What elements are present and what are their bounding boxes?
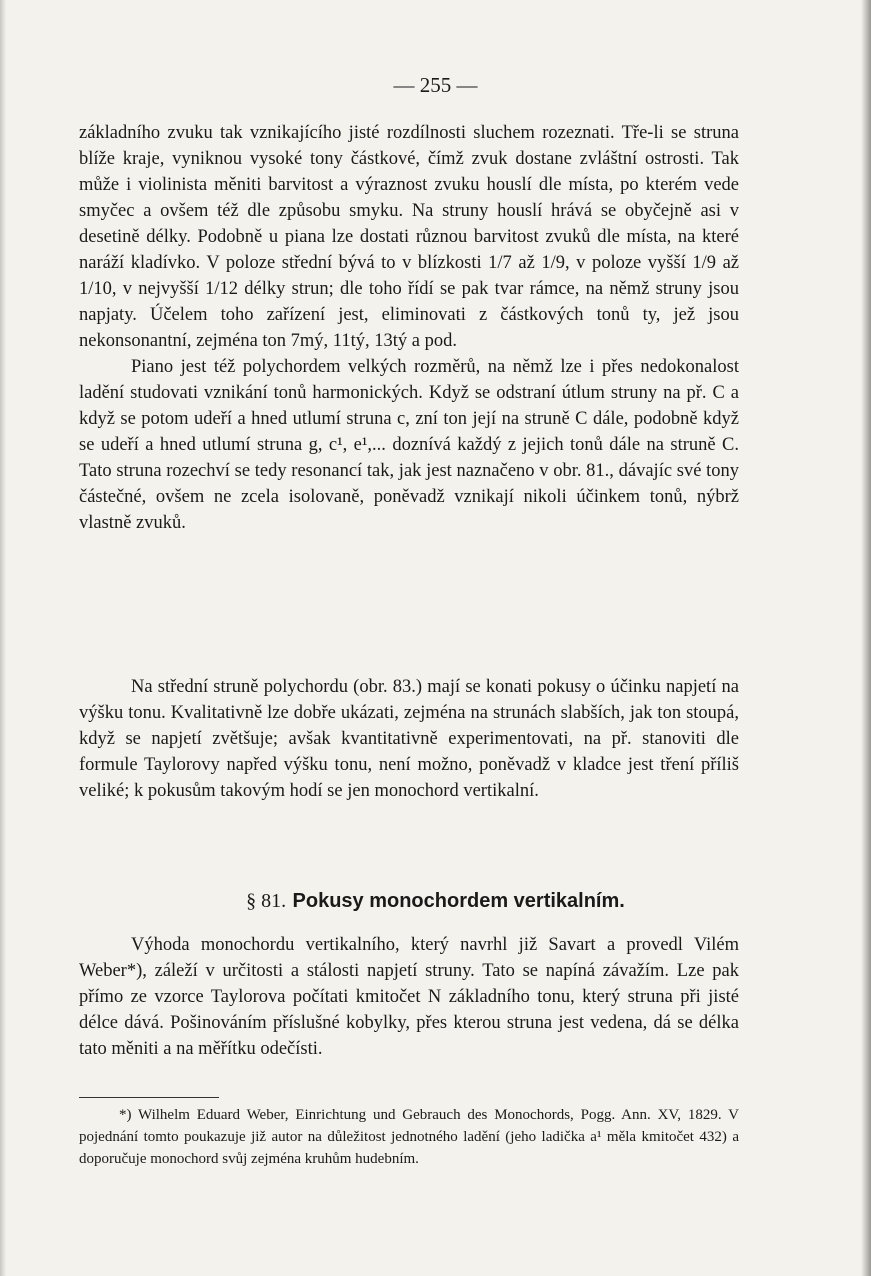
page-edge-shadow: [861, 0, 871, 1276]
text-block-middle: [79, 674, 739, 804]
footnote-text: *) Wilhelm Eduard Weber, Einrichtung und Gebrauch des Monochords, Pogg. Ann. XV, 1829. V pojednání tomto poukazuje již autor na důležitost jednotného ladění (jeho ladička a¹ měla kmitočet 432) a doporučuje monochord svůj zejména kruhům hudebním.: [79, 1107, 739, 1167]
page-binding-shadow: [0, 0, 6, 1276]
page-number: — 255 —: [393, 73, 478, 97]
paragraph-3: Na střední struně polychordu (obr. 83.) mají se konati pokusy o účinku napjetí na výšku tonu. Kvalitativně lze dobře ukázati, zejména na strunách slabších, jak ton stoupá, když se napjetí zvětšuje; avšak kvantitativně experimentovati, na př. stanoviti dle formule Taylorovy napřed výšku tonu, není možno, poněvadž v kladce jest tření příliš veliké; k pokusům takovým hodí se jen monochord vertikalní.: [79, 677, 739, 801]
section-symbol: § 81.: [246, 890, 287, 912]
footnote: [79, 1104, 739, 1170]
section-title: Pokusy monochordem vertikalním.: [292, 890, 625, 912]
footnote-divider: [79, 1097, 219, 1098]
paragraph-4: Výhoda monochordu vertikalního, který navrhl již Savart a provedl Vilém Weber*), záleží v určitosti a stálosti napjetí struny. Tato se napíná závažím. Lze pak přímo ze vzorce Taylorova počítati kmitočet N základního tonu, který struna při jisté délce dává. Pošinováním příslušné kobylky, přes kterou struna jest vedena, dá se délka tato měniti a na měřítku odečísti.: [79, 935, 739, 1059]
text-block-bottom: [79, 932, 739, 1062]
paragraph-2: Piano jest též polychordem velkých rozměrů, na němž lze i přes nedokonalost ladění studovati vznikání tonů harmonických. Když se odstraní útlum struny na př. C a když se potom udeří a hned utlumí struna c, zní ton její na struně C dále, podobně když se udeří a hned utlumí struna g, c¹, e¹,... doznívá každý z jejich tonů dále na struně C. Tato struna rozechví se tedy resonancí tak, jak jest naznačeno v obr. 81., dávajíc své tony částečné, ovšem ne zcela isolovaně, poněvadž vznikají nikoli účinkem tonů, nýbrž vlastně zvuků.: [79, 357, 739, 533]
section-heading: [0, 888, 871, 913]
text-block-top: [79, 120, 739, 536]
paragraph-1: základního zvuku tak vznikajícího jisté rozdílnosti sluchem rozeznati. Tře-li se struna blíže kraje, vyniknou vysoké tony částkové, čímž zvuk dostane zvláštní ostrosti. Tak může i violinista měniti barvitost a výraznost zvuku houslí dle místa, po kterém vede smyčec a ovšem též dle způsobu smyku. Na struny houslí hrává se obyčejně asi v desetině délky. Podobně u piana lze dostati různou barvitost zvuků dle místa, na které naráží kladívko. V poloze střední bývá to v blízkosti 1/7 až 1/9, v poloze vyšší 1/9 až 1/10, v nejvyšší 1/12 délky strun; dle toho řídí se pak tvar rámce, na němž struny jsou napjaty. Účelem toho zařízení jest, eliminovati z částkových tonů ty, jež jsou nekonsonantní, zejména ton 7mý, 11tý, 13tý a pod.: [79, 123, 739, 351]
